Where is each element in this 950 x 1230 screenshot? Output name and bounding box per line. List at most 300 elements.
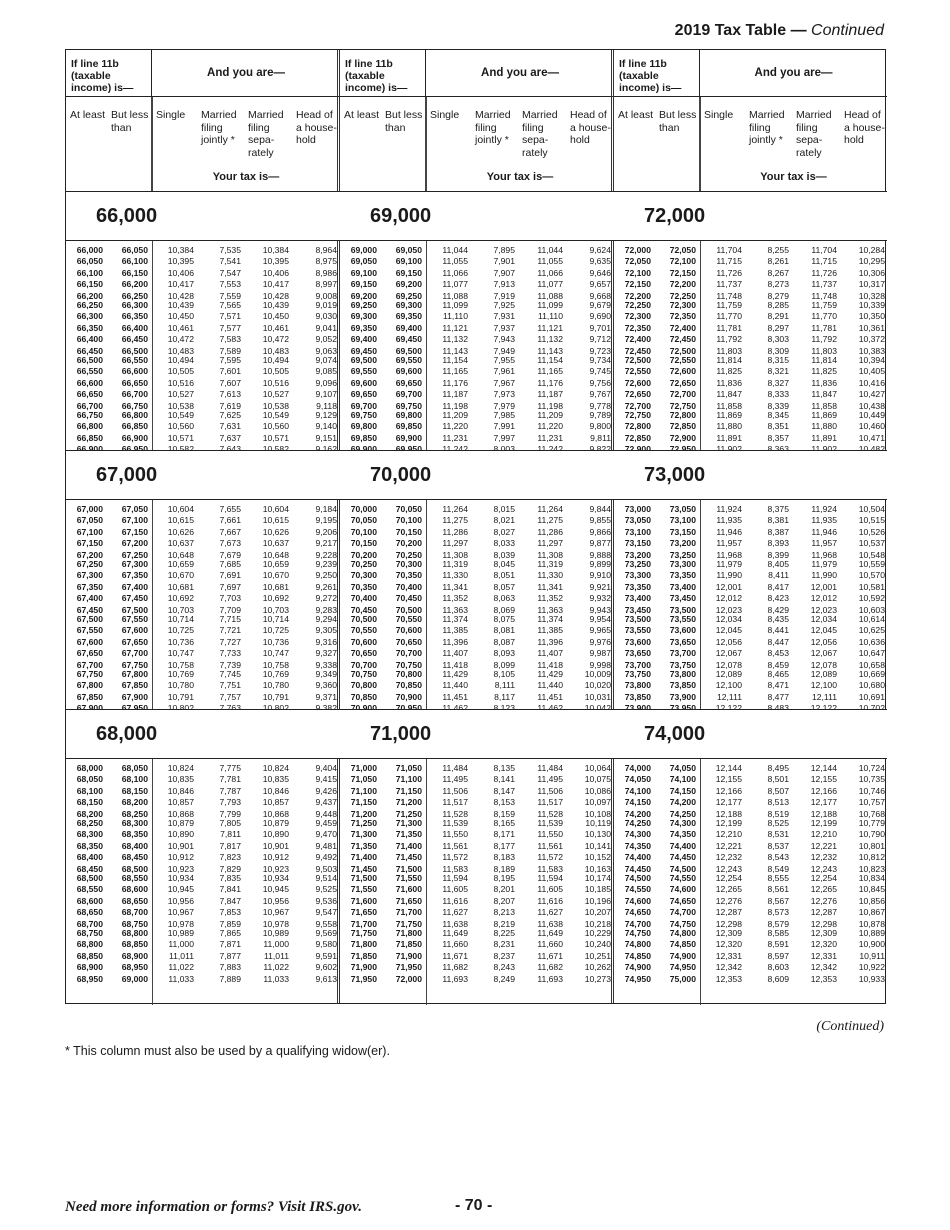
head-of-household-cell: 10,306 <box>858 267 885 278</box>
head-of-household-cell: 10,790 <box>858 829 885 840</box>
table-row <box>614 421 887 432</box>
but-less-than-cell: 74,050 <box>669 763 696 773</box>
head-of-household-cell: 9,283 <box>315 604 337 615</box>
married-filing-jointly-cell: 8,477 <box>767 691 789 702</box>
single-cell: 12,012 <box>715 593 742 604</box>
head-of-household-cell: 10,009 <box>584 669 611 679</box>
irs-info-line: Need more information or forms? Visit IRS.gov. <box>65 1199 362 1215</box>
married-filing-jointly-cell: 8,399 <box>767 549 789 560</box>
head-of-household-cell: 9,448 <box>315 808 337 819</box>
single-cell: 12,034 <box>715 614 742 624</box>
married-filing-separately-cell: 10,626 <box>262 526 289 537</box>
at-least-cell: 73,550 <box>624 625 651 636</box>
but-less-than-cell: 67,400 <box>121 581 148 592</box>
married-filing-jointly-cell: 8,039 <box>493 549 515 560</box>
head-of-household-cell: 9,041 <box>315 322 337 333</box>
head-of-household-cell: 9,074 <box>315 355 337 365</box>
single-header: Single <box>156 109 186 121</box>
at-least-cell: 67,500 <box>76 614 103 624</box>
married-filing-separately-cell: 10,736 <box>262 636 289 647</box>
single-cell: 12,320 <box>715 939 742 950</box>
table-row <box>614 625 887 636</box>
married-filing-jointly-cell: 8,375 <box>767 504 789 514</box>
row-group <box>614 245 887 302</box>
table-row <box>340 669 614 680</box>
married-filing-jointly-cell: 8,579 <box>767 918 789 929</box>
single-cell: 11,990 <box>716 570 742 581</box>
table-row <box>614 763 887 774</box>
head-of-household-cell: 9,954 <box>589 614 611 624</box>
table-row <box>340 841 614 852</box>
head-of-household-cell: 10,724 <box>858 763 885 773</box>
married-filing-separately-cell: 10,604 <box>262 504 289 514</box>
married-filing-jointly-cell: 8,063 <box>493 593 515 604</box>
single-cell: 11,143 <box>442 345 468 356</box>
at-least-cell: 71,100 <box>350 785 377 796</box>
table-row <box>340 570 614 581</box>
single-cell: 10,505 <box>167 366 194 377</box>
married-filing-jointly-cell: 7,955 <box>493 355 515 365</box>
table-row <box>66 355 340 366</box>
at-least-cell: 74,700 <box>624 918 651 929</box>
at-least-cell: 70,300 <box>350 570 377 581</box>
table-row <box>340 433 614 444</box>
table-row <box>614 256 887 267</box>
at-least-cell: 74,950 <box>624 973 651 984</box>
table-row <box>340 323 614 334</box>
married-filing-jointly-cell: 8,255 <box>767 245 789 255</box>
married-filing-separately-cell: 10,703 <box>262 604 289 615</box>
but-less-than-cell: 69,400 <box>395 322 422 333</box>
at-least-header: At least <box>70 109 106 121</box>
row-group <box>614 928 887 985</box>
single-cell: 11,319 <box>442 559 468 569</box>
married-filing-separately-cell: 11,825 <box>811 366 837 377</box>
single-cell: 10,846 <box>167 785 194 796</box>
but-less-than-cell: 74,150 <box>669 785 696 796</box>
head-of-household-cell: 9,547 <box>315 907 337 918</box>
head-of-household-cell: 9,745 <box>589 366 611 377</box>
single-cell: 11,748 <box>716 290 742 301</box>
married-filing-jointly-cell: 8,243 <box>493 962 515 973</box>
at-least-cell: 67,550 <box>76 625 103 636</box>
single-cell: 10,626 <box>167 526 194 537</box>
married-filing-jointly-cell: 8,423 <box>767 593 789 604</box>
but-less-than-cell: 72,550 <box>669 355 696 365</box>
married-filing-separately-cell: 11,066 <box>537 267 563 278</box>
head-of-household-cell: 9,624 <box>589 245 611 255</box>
married-filing-jointly-cell: 8,147 <box>493 785 515 796</box>
but-less-than-cell: 70,550 <box>395 614 422 624</box>
single-cell: 12,155 <box>715 774 742 785</box>
married-filing-separately-cell: 12,034 <box>810 614 837 624</box>
single-cell: 11,627 <box>442 907 468 918</box>
single-cell: 10,406 <box>167 267 194 278</box>
head-of-household-cell: 9,008 <box>315 290 337 301</box>
head-of-household-cell: 10,460 <box>858 421 885 432</box>
married-filing-separately-cell: 11,275 <box>537 515 563 526</box>
at-least-cell: 67,650 <box>76 648 103 659</box>
married-filing-separately-cell: 12,353 <box>810 973 837 984</box>
married-filing-separately-cell: 11,033 <box>263 973 289 984</box>
row-group <box>340 559 614 616</box>
head-of-household-cell: 10,185 <box>584 884 611 895</box>
head-of-household-cell: 10,218 <box>584 918 611 929</box>
but-less-than-cell: 69,000 <box>121 973 148 984</box>
married-filing-separately-cell: 11,143 <box>537 345 563 356</box>
head-of-household-cell: 10,394 <box>858 355 885 365</box>
head-of-household-cell: 10,405 <box>858 366 885 377</box>
head-of-household-cell: 10,658 <box>858 659 885 670</box>
married-filing-jointly-cell: 8,213 <box>493 907 515 918</box>
married-filing-separately-cell: 12,111 <box>811 691 837 702</box>
table-row <box>66 939 340 950</box>
head-of-household-cell: 10,086 <box>584 785 611 796</box>
at-least-cell: 72,350 <box>624 322 651 333</box>
at-least-cell: 66,600 <box>76 377 103 388</box>
married-filing-jointly-cell: 7,913 <box>493 279 515 290</box>
table-row <box>614 797 887 808</box>
married-filing-separately-cell: 12,265 <box>810 884 837 895</box>
at-least-cell: 70,650 <box>350 648 377 659</box>
single-cell: 10,648 <box>167 549 194 560</box>
at-least-cell: 70,800 <box>350 680 377 691</box>
at-least-cell: 69,250 <box>350 300 377 310</box>
table-row <box>66 256 340 267</box>
single-cell: 10,747 <box>167 648 194 659</box>
single-cell: 10,604 <box>167 504 194 514</box>
married-filing-separately-cell: 11,330 <box>537 570 563 581</box>
at-least-cell: 74,900 <box>624 962 651 973</box>
at-least-cell: 67,750 <box>76 669 103 679</box>
married-filing-jointly-cell: 8,417 <box>767 581 789 592</box>
income-block-heading: 68,000 <box>66 709 340 759</box>
married-filing-jointly-cell: 8,525 <box>767 818 789 828</box>
head-of-household-cell: 9,481 <box>315 840 337 851</box>
single-cell: 11,198 <box>442 400 468 411</box>
married-filing-jointly-cell: 8,381 <box>767 515 789 526</box>
head-of-household-cell: 9,987 <box>589 648 611 659</box>
single-cell: 11,803 <box>716 345 742 356</box>
single-cell: 12,221 <box>715 840 742 851</box>
but-less-than-cell: 70,350 <box>395 570 422 581</box>
head-of-household-cell: 9,261 <box>315 581 337 592</box>
single-cell: 10,934 <box>167 873 194 883</box>
but-less-than-cell: 66,750 <box>121 400 148 411</box>
but-less-than-header: But less than <box>381 97 426 191</box>
married-filing-jointly-cell: 8,207 <box>493 895 515 906</box>
single-cell: 11,737 <box>716 279 742 290</box>
head-of-household-cell: 9,932 <box>589 593 611 604</box>
married-filing-separately-cell: 10,747 <box>262 648 289 659</box>
but-less-than-cell: 74,250 <box>669 808 696 819</box>
single-cell: 11,825 <box>716 366 742 377</box>
married-filing-jointly-cell: 7,883 <box>219 962 241 973</box>
table-row <box>340 896 614 907</box>
but-less-than-cell: 66,900 <box>121 432 148 443</box>
but-less-than-cell: 70,900 <box>395 691 422 702</box>
married-filing-separately-cell: 11,198 <box>537 400 563 411</box>
single-cell: 11,836 <box>716 377 742 388</box>
head-of-household-cell: 10,020 <box>584 680 611 691</box>
single-cell: 11,154 <box>442 355 468 365</box>
but-less-than-cell: 72,850 <box>669 421 696 432</box>
but-less-than-cell: 71,700 <box>395 907 422 918</box>
at-least-cell: 73,300 <box>624 570 651 581</box>
head-of-household-cell: 9,646 <box>589 267 611 278</box>
married-filing-jointly-cell: 8,261 <box>767 256 789 267</box>
married-filing-separately-cell: 12,078 <box>810 659 837 670</box>
single-cell: 11,352 <box>442 593 468 604</box>
but-less-than-cell: 74,850 <box>669 939 696 950</box>
at-least-cell: 74,550 <box>624 884 651 895</box>
married-filing-separately-cell: 11,308 <box>537 549 563 560</box>
row-group <box>66 928 340 985</box>
at-least-cell: 72,750 <box>624 410 651 420</box>
at-least-cell: 71,950 <box>350 973 377 984</box>
at-least-cell: 69,500 <box>350 355 377 365</box>
married-filing-jointly-cell: 8,117 <box>494 691 515 702</box>
head-of-household-cell: 10,856 <box>858 895 885 906</box>
married-filing-jointly-cell: 8,519 <box>767 808 789 819</box>
table-row <box>340 268 614 279</box>
at-least-cell: 66,150 <box>76 279 103 290</box>
head-of-household-cell: 9,921 <box>589 581 611 592</box>
married-filing-separately-cell: 12,166 <box>810 785 837 796</box>
single-cell: 11,066 <box>442 267 468 278</box>
but-less-than-cell: 70,850 <box>395 680 422 691</box>
head-of-household-cell: 10,559 <box>858 559 885 569</box>
at-least-cell: 72,000 <box>624 245 651 255</box>
but-less-than-cell: 69,200 <box>395 279 422 290</box>
row-group <box>340 873 614 930</box>
table-row <box>614 570 887 581</box>
at-least-cell: 67,400 <box>76 593 103 604</box>
at-least-cell: 70,500 <box>350 614 377 624</box>
but-less-than-cell: 67,200 <box>121 538 148 549</box>
head-of-household-cell: 9,437 <box>315 797 337 808</box>
married-filing-separately-cell: 11,132 <box>537 334 563 345</box>
but-less-than-cell: 68,700 <box>121 907 148 918</box>
married-filing-jointly-cell: 8,015 <box>493 504 515 514</box>
table-row <box>66 582 340 593</box>
single-cell: 11,924 <box>716 504 742 514</box>
row-group <box>340 614 614 671</box>
single-cell: 10,571 <box>167 432 194 443</box>
at-least-cell: 73,050 <box>624 515 651 526</box>
at-least-cell: 69,100 <box>350 267 377 278</box>
at-least-cell: 71,050 <box>350 774 377 785</box>
table-row <box>340 774 614 785</box>
single-cell: 11,418 <box>442 659 468 670</box>
row-group <box>340 300 614 357</box>
head-of-household-cell: 10,262 <box>584 962 611 973</box>
but-less-than-cell: 73,400 <box>669 581 696 592</box>
married-filing-separately-cell: 10,670 <box>262 570 289 581</box>
married-filing-separately-cell: 12,342 <box>810 962 837 973</box>
head-of-household-cell: 10,097 <box>584 797 611 808</box>
single-cell: 11,539 <box>442 818 468 828</box>
married-filing-separately-cell: 11,088 <box>537 290 563 301</box>
married-filing-separately-cell: 10,791 <box>262 691 289 702</box>
but-less-than-cell: 74,100 <box>669 774 696 785</box>
married-filing-jointly-cell: 7,973 <box>493 389 515 400</box>
head-of-household-cell: 10,801 <box>858 840 885 851</box>
but-less-than-cell: 73,900 <box>669 691 696 702</box>
head-of-household-cell: 9,272 <box>315 593 337 604</box>
married-filing-jointly-cell: 8,141 <box>493 774 515 785</box>
but-less-than-cell: 74,200 <box>669 797 696 808</box>
but-less-than-cell: 71,750 <box>395 918 422 929</box>
single-cell: 11,858 <box>716 400 742 411</box>
head-of-household-header: Head of a house- hold <box>570 109 611 146</box>
married-filing-separately-cell: 12,199 <box>810 818 837 828</box>
at-least-cell: 73,850 <box>624 691 651 702</box>
income-header: If line 11b (taxable income) is— <box>340 50 426 97</box>
married-filing-separately-cell: 11,792 <box>811 334 837 345</box>
married-filing-separately-cell: 11,418 <box>537 659 563 670</box>
but-less-than-cell: 74,950 <box>669 962 696 973</box>
single-cell: 12,100 <box>715 680 742 691</box>
but-less-than-cell: 74,350 <box>669 829 696 840</box>
married-filing-separately-cell: 12,232 <box>810 852 837 863</box>
but-less-than-cell: 71,900 <box>395 950 422 961</box>
head-of-household-cell: 9,063 <box>315 345 337 356</box>
married-filing-separately-cell: 11,000 <box>263 939 289 950</box>
married-filing-separately-cell: 11,847 <box>811 389 837 400</box>
single-cell: 11,495 <box>442 774 468 785</box>
married-filing-jointly-cell: 8,165 <box>493 818 515 828</box>
at-least-cell: 67,150 <box>76 538 103 549</box>
married-filing-jointly-cell: 7,799 <box>219 808 241 819</box>
but-less-than-cell: 72,500 <box>669 345 696 356</box>
single-cell: 10,978 <box>167 918 194 929</box>
but-less-than-cell: 68,850 <box>121 939 148 950</box>
married-filing-jointly-cell: 8,111 <box>494 680 515 691</box>
but-less-than-cell: 73,650 <box>669 636 696 647</box>
single-cell: 10,703 <box>167 604 194 615</box>
at-least-cell: 68,600 <box>76 895 103 906</box>
head-of-household-cell: 9,998 <box>589 659 611 670</box>
married-filing-separately-cell: 10,549 <box>262 410 289 420</box>
but-less-than-cell: 71,200 <box>395 797 422 808</box>
at-least-cell: 69,450 <box>350 345 377 356</box>
but-less-than-cell: 66,700 <box>121 389 148 400</box>
head-of-household-cell: 10,163 <box>584 863 611 874</box>
head-of-household-cell: 9,217 <box>315 538 337 549</box>
single-cell: 12,287 <box>715 907 742 918</box>
married-filing-jointly-cell: 7,601 <box>219 366 241 377</box>
but-less-than-cell: 69,050 <box>395 245 422 255</box>
but-less-than-cell: 73,050 <box>669 504 696 514</box>
married-filing-separately-cell: 12,320 <box>810 939 837 950</box>
table-row <box>340 829 614 840</box>
at-least-cell: 70,600 <box>350 636 377 647</box>
single-cell: 12,144 <box>715 763 742 773</box>
married-filing-separately-cell: 10,505 <box>262 366 289 377</box>
at-least-cell: 73,400 <box>624 593 651 604</box>
single-cell: 10,945 <box>167 884 194 895</box>
but-less-than-cell: 73,550 <box>669 614 696 624</box>
married-filing-separately-cell: 11,550 <box>537 829 563 840</box>
head-of-household-cell: 9,569 <box>315 928 337 938</box>
row-group <box>614 818 887 875</box>
table-row <box>66 389 340 400</box>
head-of-household-cell: 9,877 <box>589 538 611 549</box>
but-less-than-cell: 73,800 <box>669 669 696 679</box>
married-filing-separately-cell: 11,517 <box>537 797 563 808</box>
single-cell: 10,956 <box>167 895 194 906</box>
head-of-household-cell: 10,240 <box>584 939 611 950</box>
married-filing-separately-cell: 11,561 <box>537 840 563 851</box>
married-filing-jointly-cell: 7,829 <box>219 863 241 874</box>
table-row <box>66 245 340 256</box>
married-filing-jointly-cell: 8,327 <box>767 377 789 388</box>
at-least-cell: 71,500 <box>350 873 377 883</box>
head-of-household-cell: 9,250 <box>315 570 337 581</box>
income-block-heading: 74,000 <box>614 709 887 759</box>
but-less-than-cell: 72,150 <box>669 267 696 278</box>
married-filing-jointly-cell: 7,985 <box>493 410 515 420</box>
married-filing-jointly-header: Married filing jointly * <box>475 109 511 146</box>
head-of-household-cell: 10,119 <box>585 818 611 828</box>
at-least-cell: 70,150 <box>350 538 377 549</box>
at-least-cell: 74,650 <box>624 907 651 918</box>
but-less-than-cell: 66,600 <box>121 366 148 377</box>
table-row <box>614 355 887 366</box>
table-row <box>66 614 340 625</box>
table-row <box>340 378 614 389</box>
at-least-cell: 71,000 <box>350 763 377 773</box>
row-group <box>66 873 340 930</box>
single-cell: 10,824 <box>167 763 194 773</box>
but-less-than-cell: 73,200 <box>669 538 696 549</box>
head-of-household-cell: 10,196 <box>584 895 611 906</box>
at-least-cell: 67,800 <box>76 680 103 691</box>
married-filing-jointly-cell: 7,571 <box>219 311 241 322</box>
income-block-heading: 69,000 <box>340 191 614 241</box>
table-row <box>614 410 887 421</box>
married-filing-separately-cell: 12,023 <box>810 604 837 615</box>
single-cell: 11,165 <box>442 366 468 377</box>
single-cell: 12,166 <box>715 785 742 796</box>
but-less-than-cell: 72,600 <box>669 366 696 377</box>
head-of-household-cell: 9,734 <box>589 355 611 365</box>
married-filing-separately-cell: 10,692 <box>262 593 289 604</box>
but-less-than-cell: 72,100 <box>669 256 696 267</box>
married-filing-separately-cell: 11,506 <box>537 785 563 796</box>
married-filing-jointly-cell: 7,991 <box>493 421 515 432</box>
married-filing-separately-cell: 11,341 <box>537 581 563 592</box>
table-row <box>614 300 887 311</box>
single-cell: 11,682 <box>442 962 468 973</box>
married-filing-separately-cell: 11,990 <box>811 570 837 581</box>
but-less-than-cell: 67,550 <box>121 614 148 624</box>
at-least-cell: 71,650 <box>350 907 377 918</box>
at-least-header: At least <box>344 109 380 121</box>
table-row <box>66 962 340 973</box>
table-row <box>340 410 614 421</box>
married-filing-separately-cell: 12,045 <box>810 625 837 636</box>
but-less-than-cell: 68,450 <box>121 852 148 863</box>
married-filing-separately-cell: 10,648 <box>262 549 289 560</box>
married-filing-separately-cell: 11,891 <box>811 432 837 443</box>
single-header: Single <box>704 109 734 121</box>
table-row <box>614 928 887 939</box>
head-of-household-cell: 9,129 <box>315 410 337 420</box>
table-row <box>340 648 614 659</box>
single-cell: 10,681 <box>167 581 194 592</box>
